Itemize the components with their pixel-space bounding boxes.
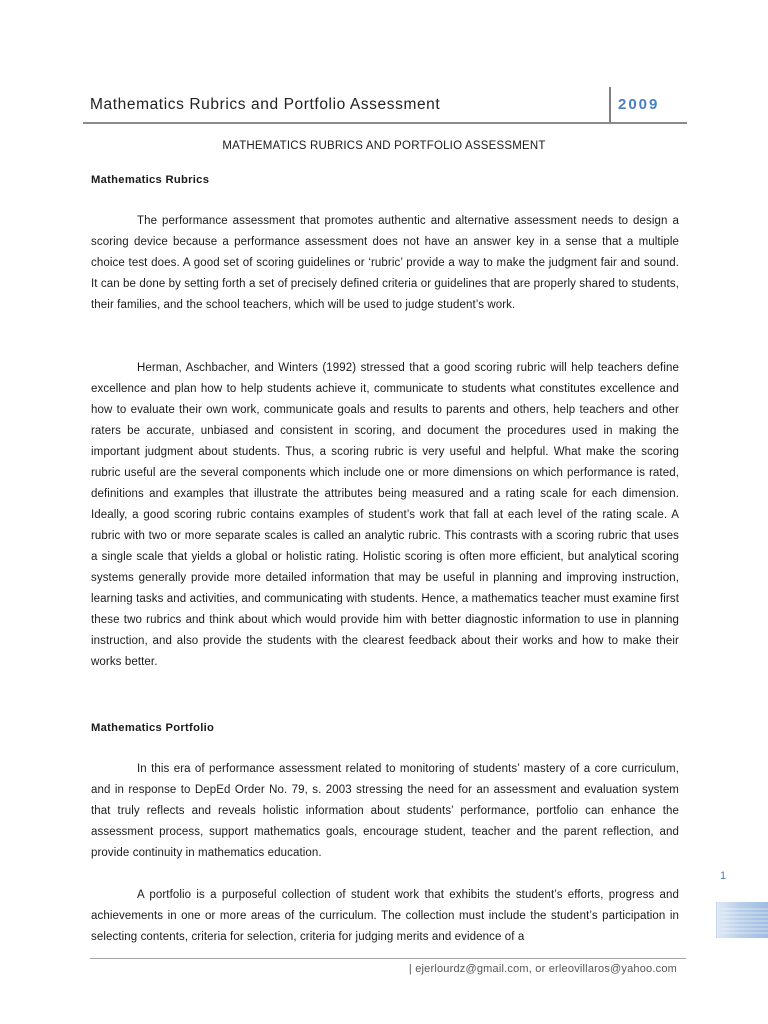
page-number: 1: [720, 870, 727, 882]
section-heading-portfolio: Mathematics Portfolio: [91, 722, 215, 734]
header-rule: [83, 122, 687, 124]
page-corner-tab: [716, 902, 768, 938]
footer-rule: [90, 958, 686, 959]
header-year: 2009: [618, 96, 660, 113]
paragraph-portfolio-1: In this era of performance assessment related to monitoring of students’ mastery of a core curriculum, and in response to DepEd Order No. 79, s. 2003 stressing the need for an assessment and evaluation system that truly reflects and reveals holistic information about students’ performance, portfolio can enhance the assessment process, support mathematics goals, encourage student, teacher and the parent reflection, and provide continuity in mathematics education.: [91, 763, 679, 859]
header-divider: [609, 87, 611, 123]
paragraph-rubrics-2: Herman, Aschbacher, and Winters (1992) stressed that a good scoring rubric will help teachers define excellence and plan how to help students achieve it, communicate to students what constitutes excellence and how to evaluate their own work, communicate goals and results to parents and others, help teachers and other raters be accurate, unbiased and consistent in scoring, and document the procedures used in making the important judgment about students. Thus, a scoring rubric is very useful and helpful. What make the scoring rubric useful are the several components which include one or more dimensions on which performance is rated, definitions and examples that illustrate the attributes being measured and a rating scale for each dimension. Ideally, a good scoring rubric contains examples of student’s work that fall at each level of the rating scale. A rubric with two or more separate scales is called an analytic rubric. This contrasts with a scoring rubric that uses a single scale that yields a global or holistic rating. Holistic scoring is often more efficient, but analytical scoring systems generally provide more detailed information that may be useful in planning and improving instruction, learning tasks and activities, and communicating with students. Hence, a mathematics teacher must examine first these two rubrics and think about which would provide him with better diagnostic information to use in planning instruction, and also provide the students with the clearest feedback about their works and how to make their works better.: [91, 362, 679, 668]
footer-contact: | ejerlourdz@gmail.com, or erleovillaros@yahoo.com: [408, 963, 677, 975]
document-title: MATHEMATICS RUBRICS AND PORTFOLIO ASSESSMENT: [222, 140, 546, 152]
section-heading-rubrics: Mathematics Rubrics: [91, 174, 210, 186]
header-title: Mathematics Rubrics and Portfolio Assessment: [90, 96, 441, 113]
paragraph-portfolio-2: A portfolio is a purposeful collection of student work that exhibits the student’s efforts, progress and achievements in one or more areas of the curriculum. The collection must include the student’s participation in selecting contents, criteria for selection, criteria for judging merits and evidence of a: [91, 889, 679, 943]
paragraph-rubrics-1: The performance assessment that promotes authentic and alternative assessment needs to design a scoring device because a performance assessment does not have an answer key in a sense that a multiple choice test does. A good set of scoring guidelines or ‘rubric’ provide a way to make the judgment fair and sound. It can be done by setting forth a set of precisely defined criteria or guidelines that are properly shared to students, their families, and the school teachers, which will be used to judge student’s work.: [91, 215, 679, 311]
